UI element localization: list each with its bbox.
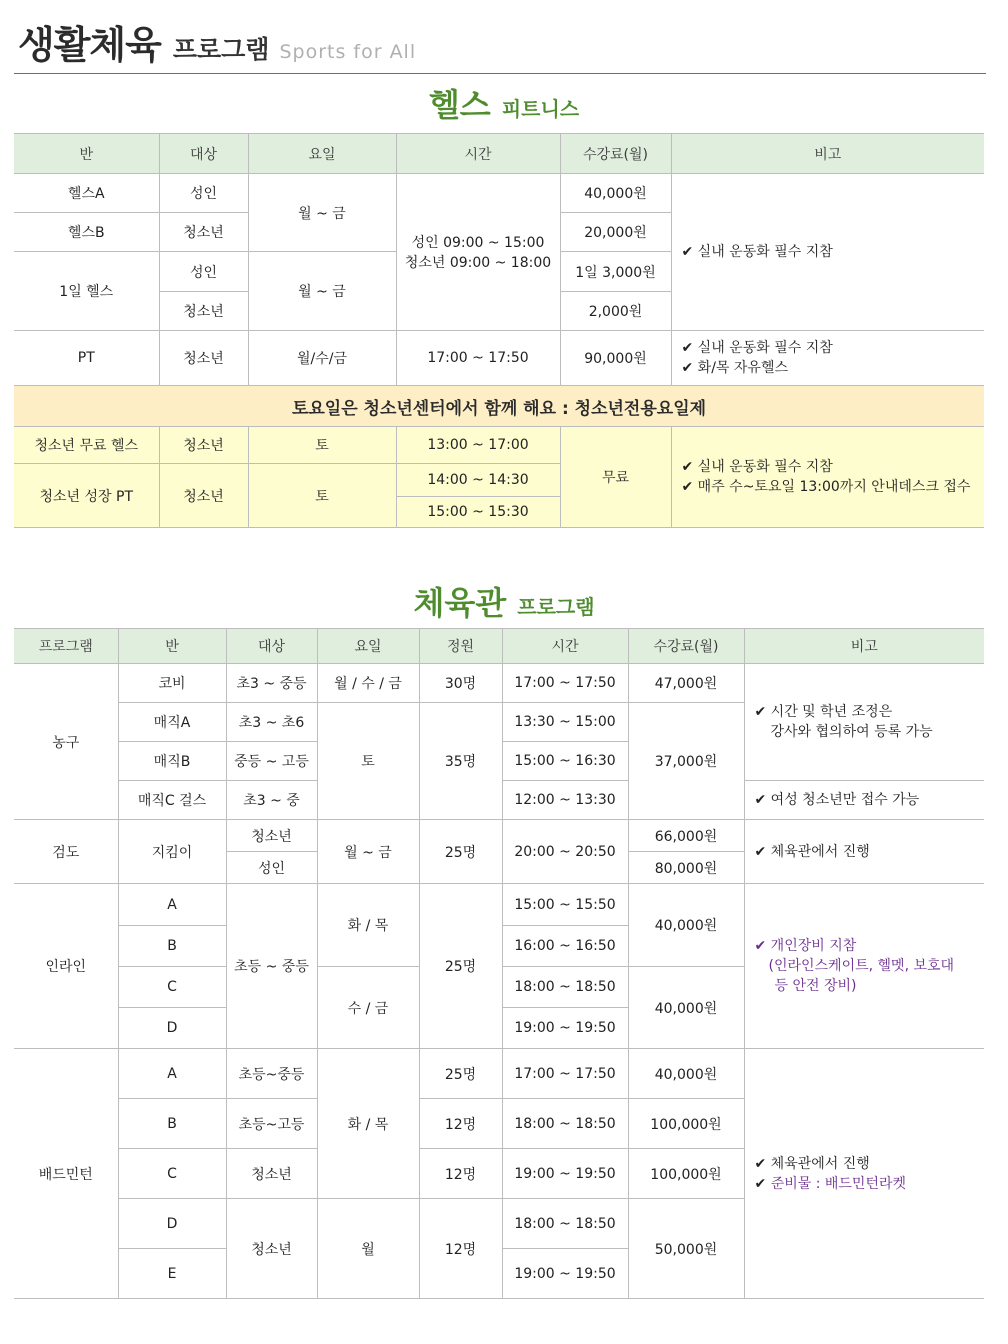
time-cell: 15:00 ~ 15:30 xyxy=(396,497,560,528)
day-cell: 월 / 수 / 금 xyxy=(317,664,419,703)
program-cell: 농구 xyxy=(14,664,118,820)
note-line: ✔ 시간 및 학년 조정은 xyxy=(754,704,893,720)
target-cell: 초등~중등 xyxy=(226,1049,317,1099)
target-cell: 초3 ~ 초6 xyxy=(226,703,317,742)
day-cell: 월 xyxy=(317,1199,419,1299)
capacity-cell: 12명 xyxy=(419,1199,502,1299)
time-cell: 13:00 ~ 17:00 xyxy=(396,427,560,464)
capacity-cell: 12명 xyxy=(419,1149,502,1199)
page-title xyxy=(18,14,416,74)
fee-cell: 100,000원 xyxy=(628,1099,744,1149)
time-youth: 청소년 09:00 ~ 18:00 xyxy=(404,255,552,271)
program-cell: 배드민턴 xyxy=(14,1049,118,1299)
time-cell: 17:00 ~ 17:50 xyxy=(502,1049,628,1099)
note-line: (인라인스케이트, 헬멧, 보호대 xyxy=(768,958,955,974)
target-cell: 초3 ~ 중 xyxy=(226,781,317,820)
time-adult: 성인 09:00 ~ 15:00 xyxy=(411,235,545,251)
health-heading-main: 헬스 xyxy=(428,86,491,124)
target-cell: 초3 ~ 중등 xyxy=(226,664,317,703)
gym-heading-main: 체육관 xyxy=(413,584,507,622)
col-header: 비고 xyxy=(671,134,984,174)
day-cell: 토 xyxy=(248,427,396,464)
title-english: Sports for All xyxy=(279,41,417,63)
note-cell xyxy=(671,331,984,386)
day-cell: 월 ~ 금 xyxy=(317,820,419,884)
class-cell: A xyxy=(118,884,226,926)
day-cell: 월 ~ 금 xyxy=(248,252,396,331)
target-cell: 성인 xyxy=(226,852,317,884)
time-cell: 15:00 ~ 15:50 xyxy=(502,884,628,926)
time-cell: 14:00 ~ 14:30 xyxy=(396,464,560,497)
col-header: 반 xyxy=(118,629,226,664)
gym-header-row xyxy=(14,629,984,664)
table-row xyxy=(14,884,984,926)
day-cell: 수 / 금 xyxy=(317,967,419,1049)
fee-cell: 40,000원 xyxy=(628,1049,744,1099)
class-cell: 매직C 걸스 xyxy=(118,781,226,820)
fee-cell: 40,000원 xyxy=(628,884,744,967)
program-cell: 인라인 xyxy=(14,884,118,1049)
time-cell: 15:00 ~ 16:30 xyxy=(502,742,628,781)
note-cell: ✔ 체육관에서 진행 xyxy=(744,820,984,884)
fee-cell: 20,000원 xyxy=(560,213,671,252)
target-cell: 청소년 xyxy=(159,213,248,252)
gym-heading-sub: 프로그램 xyxy=(517,595,595,619)
class-cell: D xyxy=(118,1008,226,1049)
class-cell: 지킴이 xyxy=(118,820,226,884)
note-line: ✔ 실내 운동화 필수 지참 xyxy=(681,340,833,356)
saturday-banner: 토요일은 청소년센터에서 함께 해요 : 청소년전용요일제 xyxy=(14,386,984,427)
class-cell: 매직B xyxy=(118,742,226,781)
class-cell: B xyxy=(118,926,226,967)
target-cell: 청소년 xyxy=(226,820,317,852)
time-cell: 17:00 ~ 17:50 xyxy=(502,664,628,703)
note-cell: ✔ 여성 청소년만 접수 가능 xyxy=(744,781,984,820)
health-header-row xyxy=(14,134,984,174)
note-cell xyxy=(744,1049,984,1299)
class-cell: PT xyxy=(14,331,159,386)
capacity-cell: 35명 xyxy=(419,703,502,820)
time-cell: 13:30 ~ 15:00 xyxy=(502,703,628,742)
target-cell: 청소년 xyxy=(226,1149,317,1199)
fee-cell: 66,000원 xyxy=(628,820,744,852)
fee-cell: 40,000원 xyxy=(628,967,744,1049)
day-cell: 토 xyxy=(248,464,396,528)
health-heading xyxy=(0,80,1008,126)
target-cell: 청소년 xyxy=(226,1199,317,1299)
col-header: 요일 xyxy=(248,134,396,174)
col-header: 수강료(월) xyxy=(628,629,744,664)
col-header: 대상 xyxy=(159,134,248,174)
class-cell: 매직A xyxy=(118,703,226,742)
gym-table xyxy=(14,628,984,1299)
day-cell: 화 / 목 xyxy=(317,884,419,967)
capacity-cell: 30명 xyxy=(419,664,502,703)
gym-heading xyxy=(0,578,1008,624)
class-cell: 헬스A xyxy=(14,174,159,213)
class-cell: E xyxy=(118,1249,226,1299)
capacity-cell: 12명 xyxy=(419,1099,502,1149)
class-cell: C xyxy=(118,1149,226,1199)
note-line: ✔ 화/목 자유헬스 xyxy=(681,360,788,376)
col-header: 시간 xyxy=(502,629,628,664)
table-row xyxy=(14,174,984,213)
day-cell: 월 ~ 금 xyxy=(248,174,396,252)
note-cell: ✔ 실내 운동화 필수 지참 xyxy=(671,174,984,331)
fee-cell: 50,000원 xyxy=(628,1199,744,1299)
health-table xyxy=(14,133,984,528)
fee-cell: 40,000원 xyxy=(560,174,671,213)
col-header: 수강료(월) xyxy=(560,134,671,174)
day-cell: 화 / 목 xyxy=(317,1049,419,1199)
time-cell: 19:00 ~ 19:50 xyxy=(502,1249,628,1299)
note-line: 강사와 협의하여 등록 가능 xyxy=(770,724,933,740)
target-cell: 청소년 xyxy=(159,292,248,331)
table-row xyxy=(14,331,984,386)
fee-cell: 2,000원 xyxy=(560,292,671,331)
supplies-text: 준비물 : 배드민턴라켓 xyxy=(770,1175,907,1192)
class-cell: 헬스B xyxy=(14,213,159,252)
class-cell: C xyxy=(118,967,226,1008)
table-row xyxy=(14,664,984,703)
day-cell: 월/수/금 xyxy=(248,331,396,386)
table-row xyxy=(14,1049,984,1099)
class-cell: D xyxy=(118,1199,226,1249)
col-header: 프로그램 xyxy=(14,629,118,664)
target-cell: 청소년 xyxy=(159,427,248,464)
time-cell: 19:00 ~ 19:50 xyxy=(502,1008,628,1049)
note-cell xyxy=(671,427,984,528)
time-cell: 12:00 ~ 13:30 xyxy=(502,781,628,820)
note-line: ✔ 개인장비 지참 xyxy=(754,938,857,954)
target-cell: 초등~고등 xyxy=(226,1099,317,1149)
class-cell: 청소년 무료 헬스 xyxy=(14,427,159,464)
col-header: 시간 xyxy=(396,134,560,174)
day-cell: 토 xyxy=(317,703,419,820)
class-cell: B xyxy=(118,1099,226,1149)
target-cell: 성인 xyxy=(159,252,248,292)
fee-cell: 100,000원 xyxy=(628,1149,744,1199)
note-line: ✔ 실내 운동화 필수 지참 xyxy=(681,459,833,475)
class-cell: A xyxy=(118,1049,226,1099)
note-line: ✔ 체육관에서 진행 xyxy=(754,1155,870,1172)
class-cell: 코비 xyxy=(118,664,226,703)
target-cell: 초등 ~ 중등 xyxy=(226,884,317,1049)
table-row xyxy=(14,427,984,464)
col-header: 정원 xyxy=(419,629,502,664)
time-cell: 18:00 ~ 18:50 xyxy=(502,1099,628,1149)
program-cell: 검도 xyxy=(14,820,118,884)
table-row xyxy=(14,820,984,852)
note-cell xyxy=(744,884,984,1049)
note-line xyxy=(755,1174,981,1194)
col-header: 반 xyxy=(14,134,159,174)
fee-cell: 80,000원 xyxy=(628,852,744,884)
target-cell: 중등 ~ 고등 xyxy=(226,742,317,781)
class-cell: 1일 헬스 xyxy=(14,252,159,331)
check-mark: ✔ xyxy=(754,1175,771,1192)
class-cell: 청소년 성장 PT xyxy=(14,464,159,528)
fee-cell: 37,000원 xyxy=(628,703,744,820)
target-cell: 청소년 xyxy=(159,331,248,386)
fee-cell: 90,000원 xyxy=(560,331,671,386)
time-cell: 17:00 ~ 17:50 xyxy=(396,331,560,386)
title-sub: 프로그램 xyxy=(172,35,270,64)
time-cell xyxy=(396,174,560,331)
target-cell: 성인 xyxy=(159,174,248,213)
capacity-cell: 25명 xyxy=(419,820,502,884)
time-cell: 18:00 ~ 18:50 xyxy=(502,967,628,1008)
capacity-cell: 25명 xyxy=(419,1049,502,1099)
capacity-cell: 25명 xyxy=(419,884,502,1049)
note-cell xyxy=(744,664,984,781)
fee-cell: 47,000원 xyxy=(628,664,744,703)
saturday-banner-row xyxy=(14,386,984,427)
fee-cell: 1일 3,000원 xyxy=(560,252,671,292)
col-header: 비고 xyxy=(744,629,984,664)
col-header: 대상 xyxy=(226,629,317,664)
time-cell: 19:00 ~ 19:50 xyxy=(502,1149,628,1199)
col-header: 요일 xyxy=(317,629,419,664)
time-cell: 20:00 ~ 20:50 xyxy=(502,820,628,884)
note-line: ✔ 매주 수~토요일 13:00까지 안내데스크 접수 xyxy=(681,479,971,495)
fee-cell: 무료 xyxy=(560,427,671,528)
time-cell: 16:00 ~ 16:50 xyxy=(502,926,628,967)
title-main: 생활체육 xyxy=(18,23,161,67)
time-cell: 18:00 ~ 18:50 xyxy=(502,1199,628,1249)
title-divider xyxy=(14,73,986,74)
health-heading-sub: 피트니스 xyxy=(501,97,580,121)
target-cell: 청소년 xyxy=(159,464,248,528)
note-line: 등 안전 장비) xyxy=(774,978,857,994)
